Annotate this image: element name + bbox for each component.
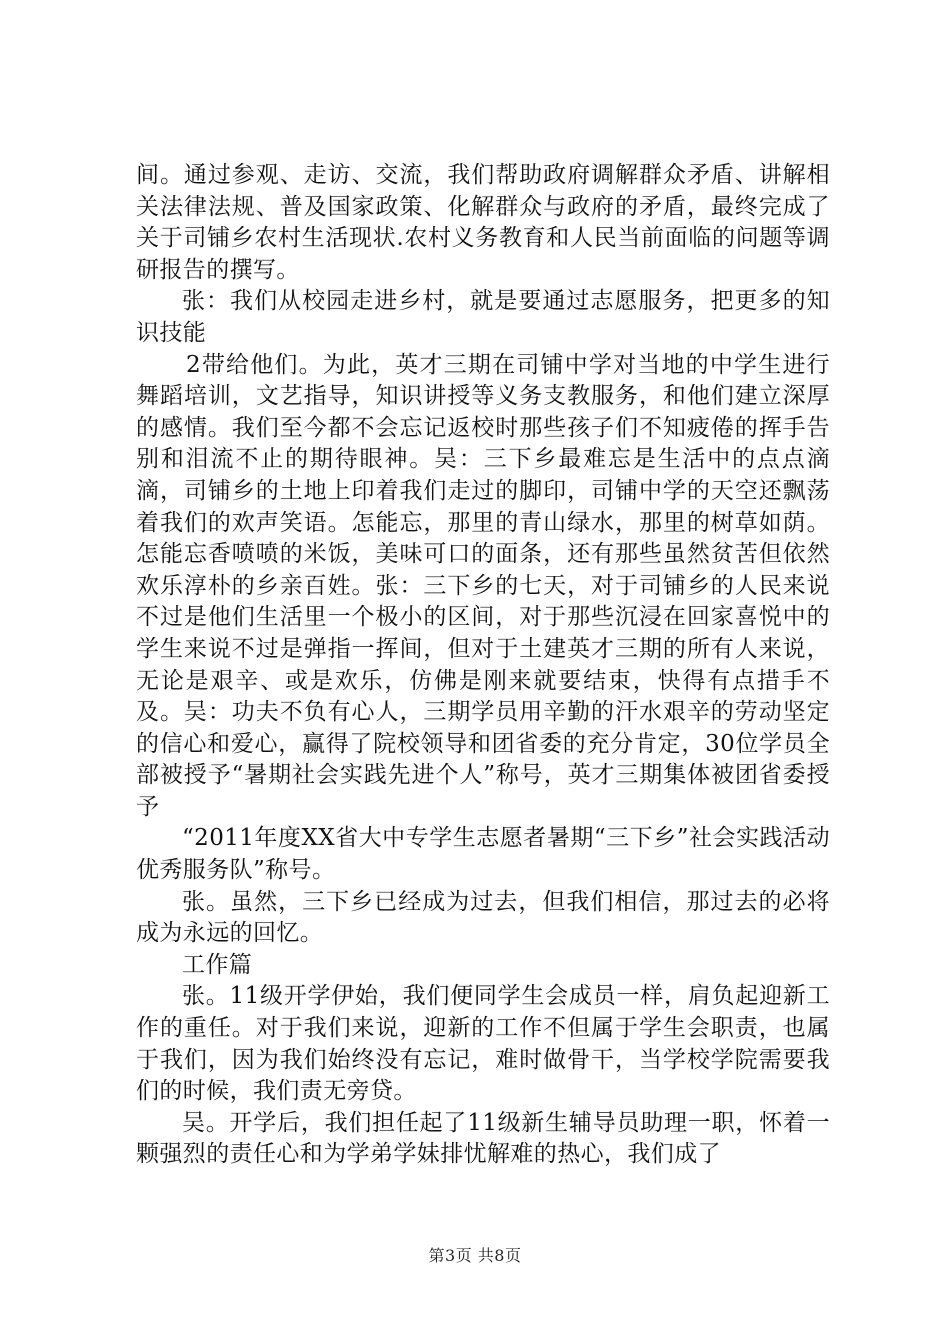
paragraph-7: 吴。开学后，我们担任起了11级新生辅导员助理一职，怀着一颗强烈的责任心和为学弟学妹排忧解难的热心，我们成了	[136, 1109, 830, 1168]
section-heading: 工作篇	[182, 951, 253, 978]
paragraph-2: 张：我们从校园走进乡村，就是要通过志愿服务，把更多的知识技能	[136, 288, 830, 346]
paragraph-5: 张。虽然，三下乡已经成为过去，但我们相信，那过去的必将成为永远的回忆。	[136, 888, 830, 947]
paragraph-6: 张。11级开学伊始，我们便同学生会成员一样，肩负起迎新工作的重任。对于我们来说，迎新的工作不但属于学生会职责，也属于我们，因为我们始终没有忘记，难时做骨干，当学校学院需要我们的时候，我们责无旁贷。	[136, 983, 830, 1105]
paragraph-3: 2带给他们。为此，英才三期在司铺中学对当地的中学生进行舞蹈培训，文艺指导，知识讲授等义务支教服务，和他们建立深厚的感情。我们至今都不会忘记返校时那些孩子们不知疲倦的挥手告别和泪流不止的期待眼神。吴：三下乡最难忘是生活中的点点滴滴，司铺乡的土地上印着我们走过的脚印，司铺中学的天空还飘荡着我们的欢声笑语。怎能忘，那里的青山绿水，那里的树草如荫。怎能忘香喷喷的米饭，美味可口的面条，还有那些虽然贫苦但依然欢乐淳朴的乡亲百姓。张：三下乡的七天，对于司铺乡的人民来说不过是他们生活里一个极小的区间，对于那些沉浸在回家喜悦中的学生来说不过是弹指一挥间，但对于土建英才三期的所有人来说，无论是艰辛、或是欢乐，仿佛是刚来就要结束，快得有点措手不及。吴：功夫不负有心人，三期学员用辛勤的汗水艰辛的劳动坚定的信心和爱心，赢得了院校领导和团省委的充分肯定，30位学员全部被授予“暑期社会实践先进个人”称号，英才三期集体被团省委授予	[136, 351, 830, 820]
document-body	[136, 160, 830, 1171]
paragraph-4: “2011年度XX省大中专学生志愿者暑期“三下乡”社会实践活动优秀服务队”称号。	[136, 825, 830, 884]
paragraph-1: 间。通过参观、走访、交流，我们帮助政府调解群众矛盾、讲解相关法律法规、普及国家政策、化解群众与政府的矛盾，最终完成了关于司铺乡农村生活现状.农村义务教育和人民当前面临的问题等调研报告的撰写。	[136, 162, 830, 283]
page-footer: 第3页 共8页	[428, 1246, 522, 1265]
